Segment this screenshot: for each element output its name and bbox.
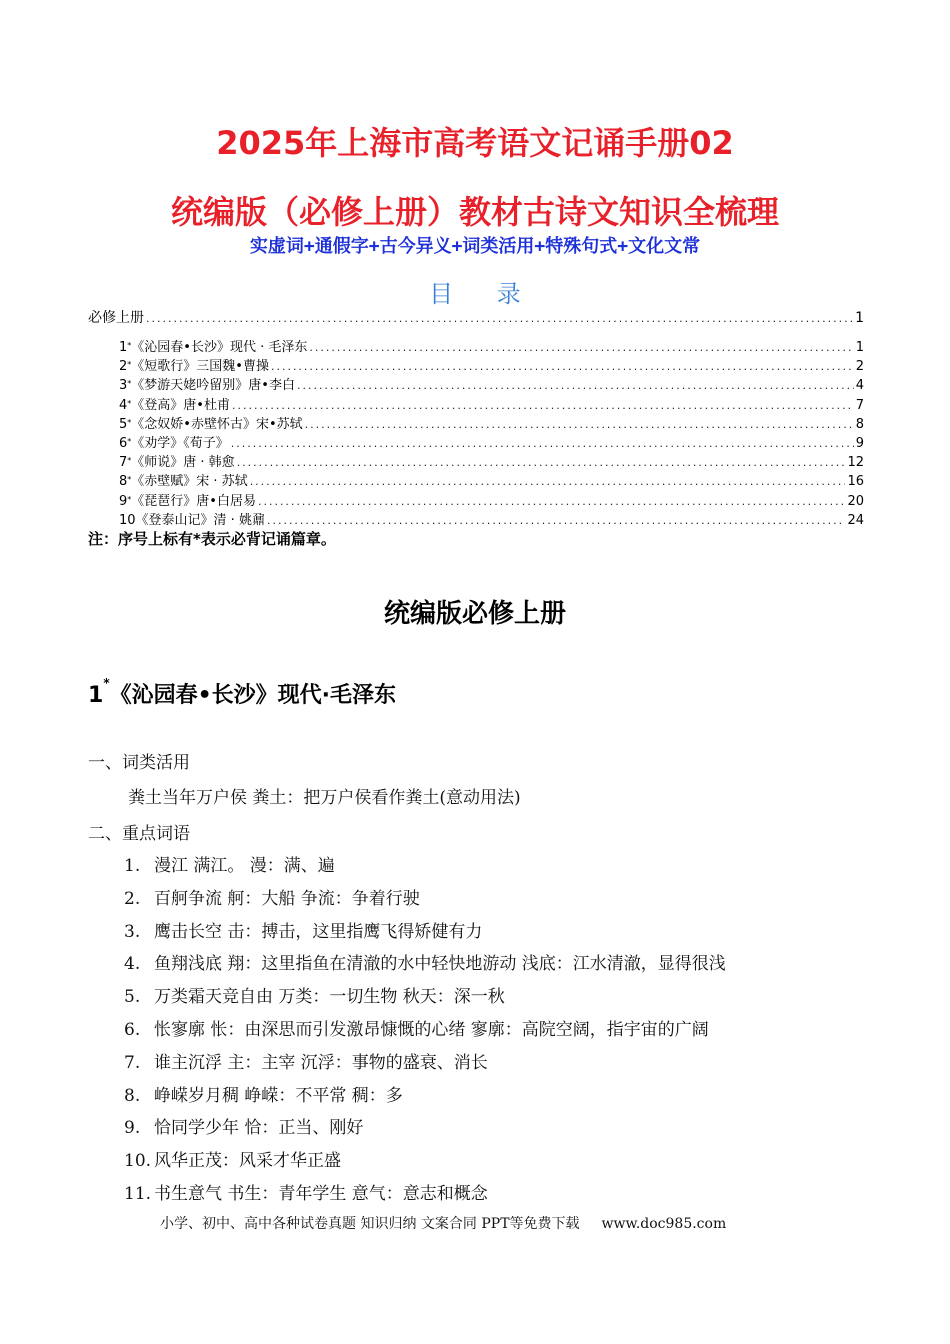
toc-entry-label [119, 434, 229, 453]
list-item-text: 鹰击长空 击：搏击，这里指鹰飞得矫健有力 [154, 921, 483, 942]
toc-entry-label [119, 396, 230, 415]
toc-entry-number: 6 [119, 435, 128, 451]
toc-entry-label [119, 338, 307, 357]
toc-entry[interactable] [88, 396, 864, 415]
toc-entry-star: * [127, 456, 132, 466]
toc-entry-title: 《梦游天姥吟留别》唐•李白 [131, 378, 295, 394]
toc-entry-title: 《短歌行》三国魏•曹操 [131, 359, 269, 375]
toc-entry[interactable] [88, 492, 864, 511]
toc-entry-title: 《赤壁赋》宋 · 苏轼 [131, 474, 248, 490]
toc-entry-number: 9 [119, 493, 128, 509]
document-title-line1: 2025年上海市高考语文记诵手册02 [216, 124, 734, 162]
toc-leader-dots [146, 309, 853, 329]
footer-url[interactable]: www.doc985.com [601, 1216, 727, 1232]
toc-page-number: 24 [847, 512, 864, 528]
list-item-number: 10. [124, 1151, 152, 1172]
toc-entry-label [119, 472, 248, 491]
toc-page-number: 16 [847, 474, 864, 490]
toc-leader-dots [271, 357, 854, 376]
section-heading: 统编版必修上册 [383, 599, 566, 629]
toc-entry-title: 《琵琶行》唐•白居易 [131, 493, 256, 509]
document-title-line2: 统编版（必修上册）教材古诗文知识全梳理 [170, 193, 779, 231]
list-item [124, 852, 726, 885]
toc-entry-label [119, 453, 235, 472]
toc-leader-dots [309, 338, 853, 357]
toc-leader-dots [237, 453, 846, 472]
toc-entry-star: * [127, 379, 132, 389]
list-item-number: 8. [124, 1085, 141, 1106]
list-item-number: 11. [124, 1183, 152, 1204]
toc-leader-dots [250, 472, 846, 491]
list-item [124, 885, 726, 918]
key-words-list [124, 852, 726, 1213]
toc-page-number: 12 [847, 455, 864, 471]
toc-entry-star: * [127, 417, 132, 427]
list-item-number: 9. [124, 1118, 141, 1139]
toc-entry[interactable] [88, 415, 864, 434]
toc-leader-dots [232, 396, 854, 415]
list-item-number: 2. [124, 888, 141, 909]
toc-entry-title: 《师说》唐 · 韩愈 [131, 455, 235, 471]
toc-entry-star: * [127, 436, 132, 446]
toc-entry-label [119, 492, 256, 511]
list-item-text: 万类霜天竞自由 万类：一切生物 秋天：深一秋 [154, 987, 505, 1008]
toc-page-number: 8 [855, 416, 864, 432]
toc-page-number: 2 [855, 359, 864, 375]
toc-entry[interactable] [88, 357, 864, 376]
toc-entry-star: * [127, 360, 132, 370]
poem-number: 1 [88, 683, 104, 708]
document-subtitle: 实虚词+通假字+古今异义+词类活用+特殊句式+文化文常 [249, 236, 701, 257]
toc-entry-star: * [127, 398, 132, 408]
list-item-text: 谁主沉浮 主：主宰 沉浮：事物的盛衰、消长 [154, 1052, 488, 1073]
list-item [124, 1114, 726, 1147]
toc-entry-number: 2 [119, 359, 128, 375]
list-item [124, 1147, 726, 1180]
poem-title: 《沁园春•长沙》现代·毛泽东 [109, 683, 397, 708]
toc-entry[interactable] [88, 511, 864, 530]
toc-entry[interactable] [88, 338, 864, 357]
toc-title: 目 录 [429, 280, 539, 308]
toc-entry-title: 《登高》唐•杜甫 [131, 397, 230, 413]
toc-page-number: 1 [855, 340, 864, 355]
list-item-text: 书生意气 书生：青年学生 意气：意志和概念 [154, 1183, 488, 1204]
toc-entry-title: 必修上册 [88, 310, 144, 326]
list-item [124, 983, 726, 1016]
part2-heading: 二、重点词语 [88, 824, 190, 844]
toc-entry[interactable] [88, 376, 864, 395]
poem-heading [88, 678, 396, 709]
page-footer [160, 1213, 726, 1233]
list-item-text: 漫江 满江。 漫：满、遍 [154, 856, 335, 876]
toc-entry-title: 《沁园春•长沙》现代 · 毛泽东 [131, 340, 308, 355]
list-item-number: 6. [124, 1019, 141, 1040]
list-item [124, 918, 726, 951]
toc-entry-label [119, 511, 265, 530]
toc-entry-number: 8 [119, 474, 128, 490]
toc-note: 注：序号上标有*表示必背记诵篇章。 [88, 530, 336, 548]
toc-entry[interactable] [88, 453, 864, 472]
list-item [124, 1082, 726, 1115]
list-item-number: 3. [124, 921, 141, 942]
toc-entry-number: 3 [119, 378, 128, 394]
toc-leader-dots [305, 415, 854, 434]
toc-entry-label [88, 308, 144, 328]
toc-leader-dots [258, 492, 846, 511]
toc-page-number: 4 [855, 378, 864, 394]
toc-page-number: 1 [855, 310, 864, 326]
list-item-number: 1. [124, 856, 141, 876]
list-item-text: 鱼翔浅底 翔：这里指鱼在清澈的水中轻快地游动 浅底：江水清澈，显得很浅 [154, 954, 726, 975]
list-item-number: 5. [124, 987, 141, 1008]
toc-entry-number: 5 [119, 416, 128, 432]
table-of-contents [88, 308, 864, 530]
toc-page-number: 20 [847, 493, 864, 509]
toc-page-number: 7 [855, 397, 864, 413]
toc-entry[interactable] [88, 308, 864, 338]
toc-entry-star: * [127, 341, 132, 350]
list-item-text: 峥嵘岁月稠 峥嵘：不平常 稠：多 [154, 1085, 403, 1106]
poem-star: * [103, 676, 110, 690]
list-item-text: 百舸争流 舸：大船 争流：争着行驶 [154, 888, 420, 909]
part1-text: 粪土当年万户侯 粪土：把万户侯看作粪土(意动用法) [128, 788, 521, 808]
toc-entry-label [119, 415, 303, 434]
toc-leader-dots [231, 434, 854, 453]
toc-entry[interactable] [88, 434, 864, 453]
toc-entry-number: 7 [119, 455, 128, 471]
list-item-text: 恰同学少年 恰：正当、刚好 [154, 1118, 364, 1139]
list-item [124, 1180, 726, 1213]
toc-entry-number: 4 [119, 397, 128, 413]
toc-entry-title: 《念奴娇•赤壁怀古》宋•苏轼 [131, 416, 303, 432]
toc-entry-star: * [127, 475, 132, 485]
list-item-text: 怅寥廓 怅：由深思而引发激昂慷慨的心绪 寥廓：高院空阔，指宇宙的广阔 [154, 1019, 709, 1040]
toc-page-number: 9 [855, 435, 864, 451]
toc-entry-star: * [127, 494, 132, 504]
list-item [124, 1016, 726, 1049]
toc-entry-label [119, 357, 269, 376]
list-item-number: 4. [124, 954, 141, 975]
list-item-text: 风华正茂：风采才华正盛 [154, 1151, 341, 1172]
toc-entry-title: 《劝学》《荀子》 [131, 435, 229, 451]
toc-entry-title: 《登泰山记》清 · 姚鼐 [135, 512, 265, 528]
list-item [124, 1049, 726, 1082]
toc-entry[interactable] [88, 472, 864, 491]
footer-text: 小学、初中、高中各种试卷真题 知识归纳 文案合同 PPT等免费下载 [160, 1216, 580, 1232]
list-item-number: 7. [124, 1052, 141, 1073]
toc-leader-dots [267, 511, 846, 530]
toc-entry-label [119, 376, 295, 395]
toc-entry-number: 1 [119, 340, 128, 355]
part1-heading: 一、词类活用 [88, 753, 190, 773]
toc-entry-number: 10 [119, 512, 136, 528]
list-item [124, 950, 726, 983]
toc-leader-dots [297, 376, 854, 395]
